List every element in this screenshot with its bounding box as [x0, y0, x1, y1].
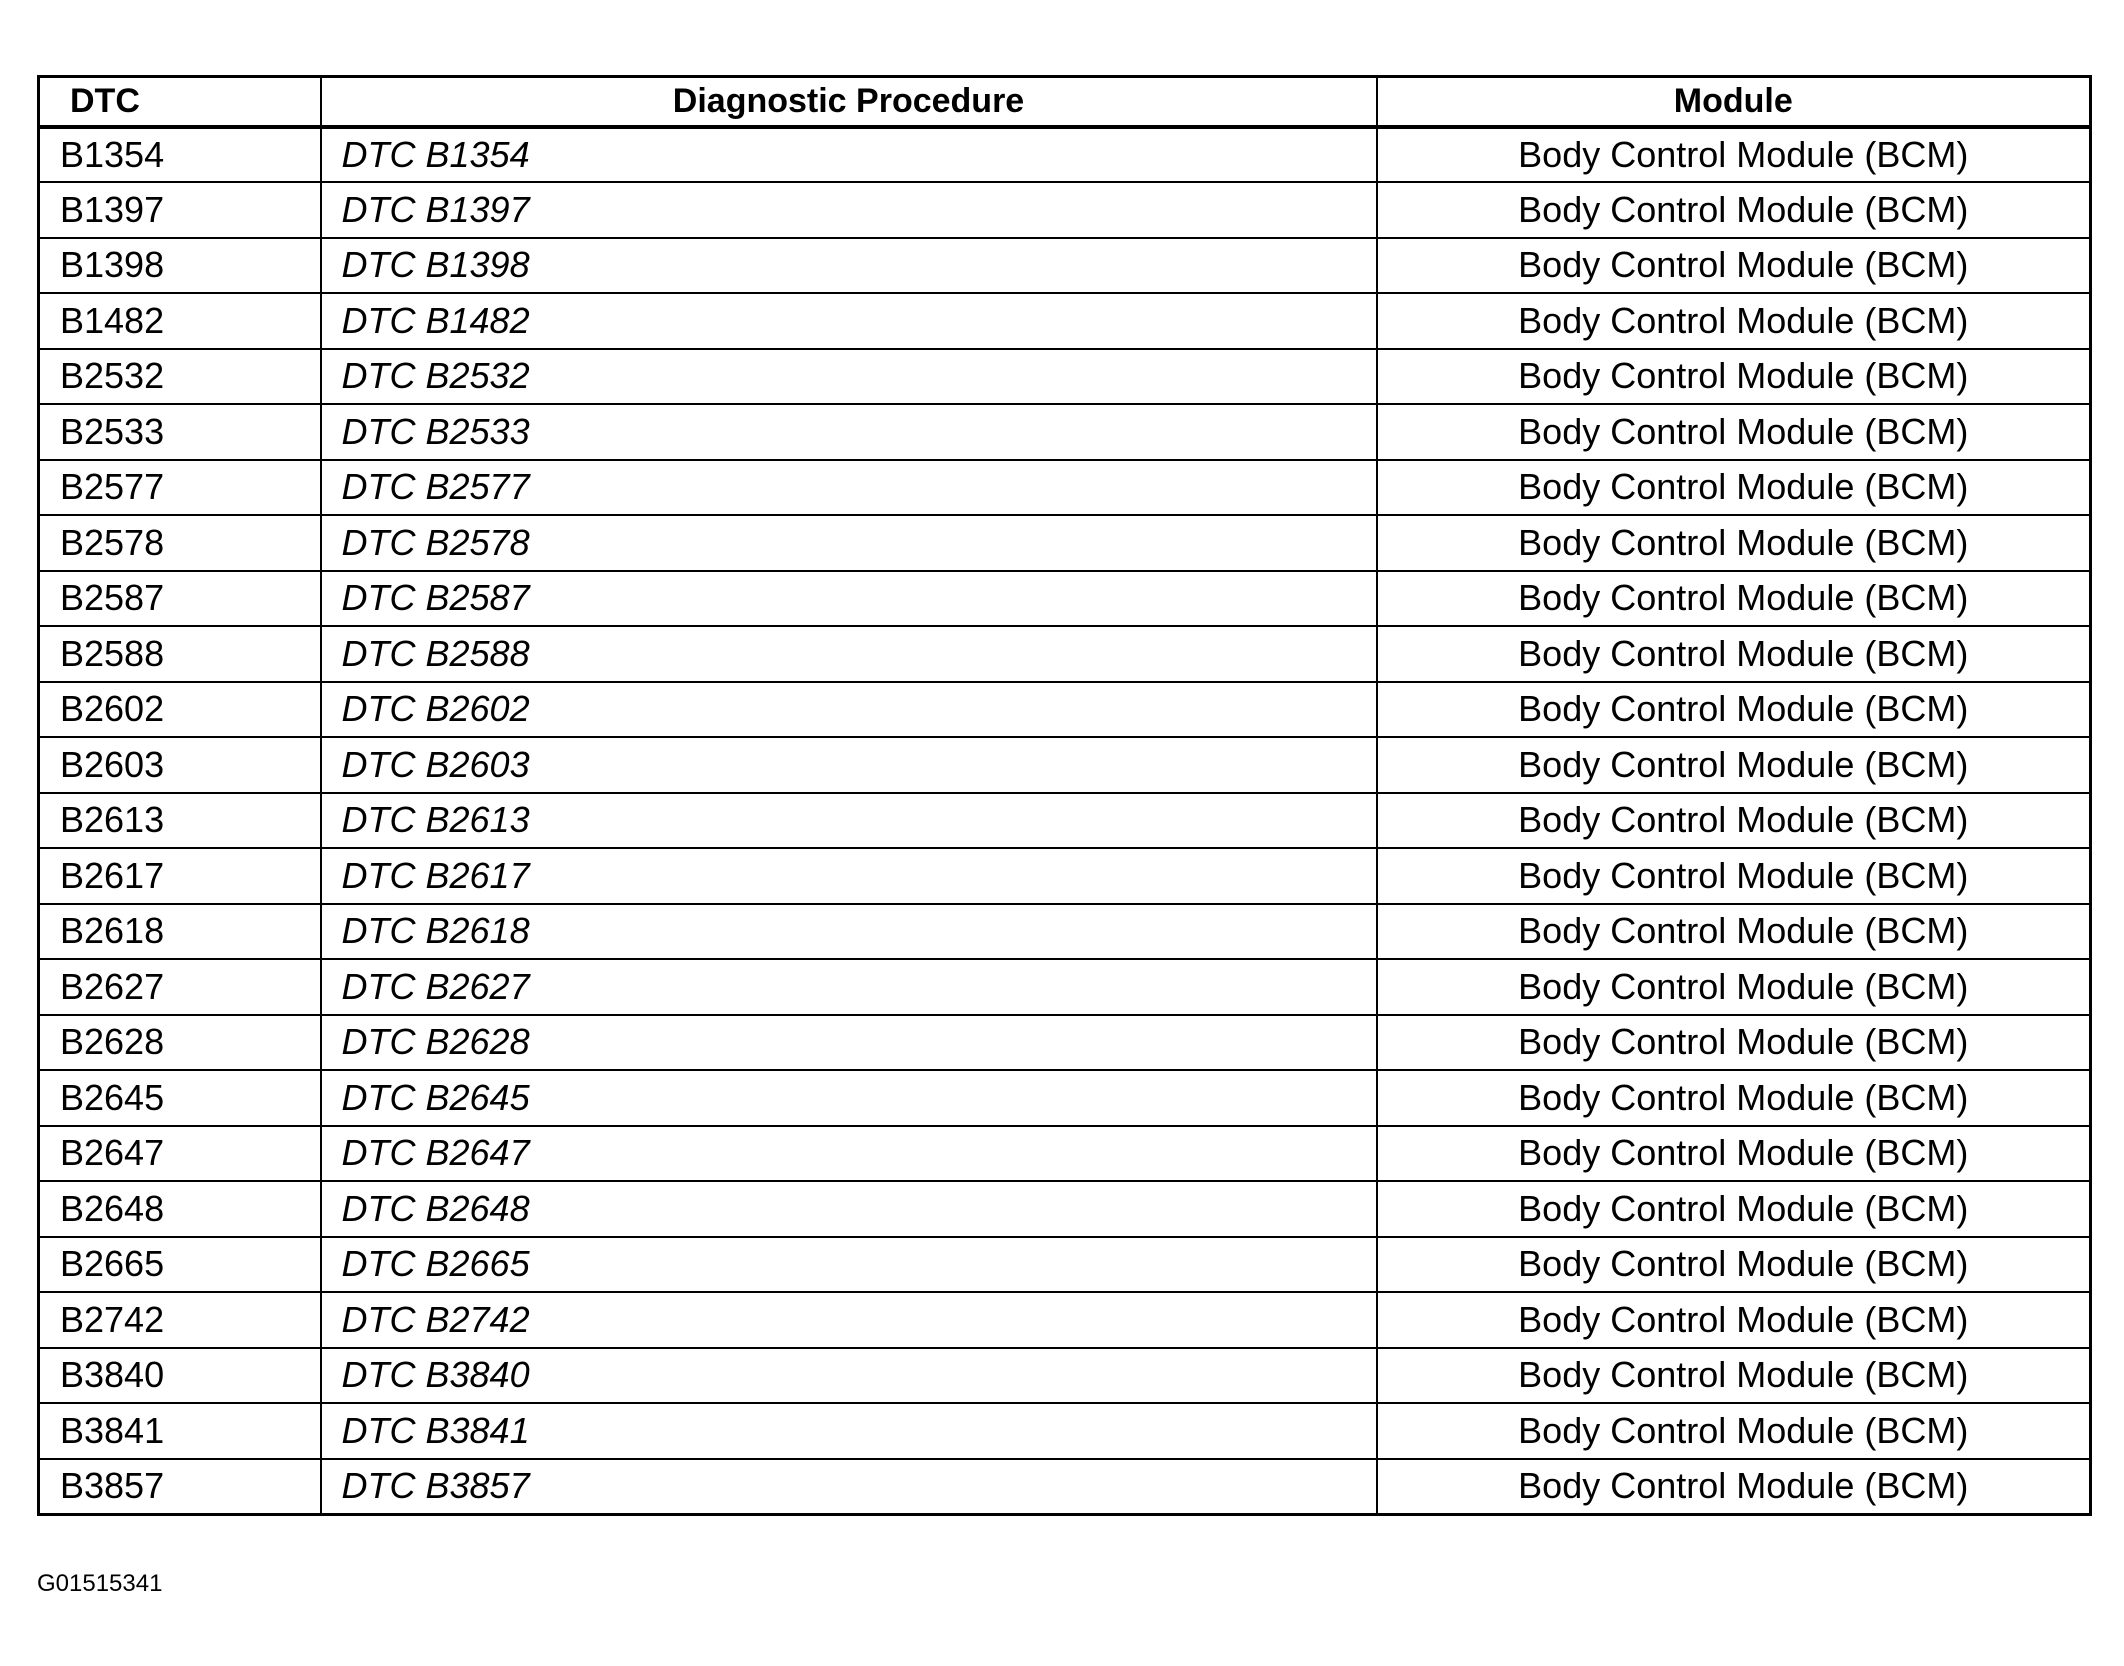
- module-cell: Body Control Module (BCM): [1377, 349, 2091, 405]
- table-row: [39, 349, 2091, 405]
- table-row: [39, 404, 2091, 460]
- diagnostic-procedure-link[interactable]: DTC B2533: [321, 404, 1377, 460]
- dtc-cell: B2665: [39, 1237, 321, 1293]
- table-row: [39, 1237, 2091, 1293]
- header-row: [39, 77, 2091, 127]
- module-cell: Body Control Module (BCM): [1377, 682, 2091, 738]
- diagnostic-procedure-link[interactable]: DTC B2628: [321, 1015, 1377, 1071]
- module-cell: Body Control Module (BCM): [1377, 1348, 2091, 1404]
- dtc-cell: B2618: [39, 904, 321, 960]
- dtc-cell: B3840: [39, 1348, 321, 1404]
- table-row: [39, 626, 2091, 682]
- table-row: [39, 571, 2091, 627]
- figure-id: G01515341: [37, 1570, 163, 1597]
- dtc-cell: B1398: [39, 238, 321, 294]
- module-cell: Body Control Module (BCM): [1377, 793, 2091, 849]
- table-header: [39, 77, 2091, 127]
- table-row: [39, 1459, 2091, 1515]
- diagnostic-procedure-link[interactable]: DTC B1354: [321, 127, 1377, 183]
- diagnostic-procedure-link[interactable]: DTC B1397: [321, 182, 1377, 238]
- diagnostic-procedure-link[interactable]: DTC B2617: [321, 848, 1377, 904]
- dtc-cell: B2648: [39, 1181, 321, 1237]
- table-row: [39, 1015, 2091, 1071]
- module-cell: Body Control Module (BCM): [1377, 848, 2091, 904]
- diagnostic-procedure-link[interactable]: DTC B3841: [321, 1403, 1377, 1459]
- diagnostic-procedure-link[interactable]: DTC B2587: [321, 571, 1377, 627]
- module-cell: Body Control Module (BCM): [1377, 1126, 2091, 1182]
- module-cell: Body Control Module (BCM): [1377, 182, 2091, 238]
- dtc-cell: B2603: [39, 737, 321, 793]
- header-diagnostic-procedure: Diagnostic Procedure: [321, 77, 1377, 127]
- module-cell: Body Control Module (BCM): [1377, 737, 2091, 793]
- module-cell: Body Control Module (BCM): [1377, 1015, 2091, 1071]
- module-cell: Body Control Module (BCM): [1377, 1292, 2091, 1348]
- dtc-cell: B2602: [39, 682, 321, 738]
- module-cell: Body Control Module (BCM): [1377, 1181, 2091, 1237]
- module-cell: Body Control Module (BCM): [1377, 127, 2091, 183]
- dtc-cell: B2645: [39, 1070, 321, 1126]
- module-cell: Body Control Module (BCM): [1377, 238, 2091, 294]
- dtc-cell: B2533: [39, 404, 321, 460]
- diagnostic-procedure-link[interactable]: DTC B2665: [321, 1237, 1377, 1293]
- diagnostic-procedure-link[interactable]: DTC B1398: [321, 238, 1377, 294]
- diagnostic-procedure-link[interactable]: DTC B2648: [321, 1181, 1377, 1237]
- diagnostic-procedure-link[interactable]: DTC B2578: [321, 515, 1377, 571]
- table-row: [39, 682, 2091, 738]
- diagnostic-procedure-link[interactable]: DTC B2742: [321, 1292, 1377, 1348]
- table-row: [39, 793, 2091, 849]
- diagnostic-procedure-link[interactable]: DTC B2588: [321, 626, 1377, 682]
- table-row: [39, 904, 2091, 960]
- table-row: [39, 238, 2091, 294]
- dtc-cell: B2587: [39, 571, 321, 627]
- module-cell: Body Control Module (BCM): [1377, 1070, 2091, 1126]
- table-row: [39, 1070, 2091, 1126]
- module-cell: Body Control Module (BCM): [1377, 460, 2091, 516]
- module-cell: Body Control Module (BCM): [1377, 626, 2091, 682]
- module-cell: Body Control Module (BCM): [1377, 959, 2091, 1015]
- table-row: [39, 1126, 2091, 1182]
- table-row: [39, 127, 2091, 183]
- module-cell: Body Control Module (BCM): [1377, 1403, 2091, 1459]
- dtc-cell: B1397: [39, 182, 321, 238]
- table-row: [39, 1403, 2091, 1459]
- dtc-cell: B3841: [39, 1403, 321, 1459]
- table-row: [39, 848, 2091, 904]
- dtc-cell: B1354: [39, 127, 321, 183]
- header-module: Module: [1377, 77, 2091, 127]
- table-row: [39, 182, 2091, 238]
- dtc-cell: B2628: [39, 1015, 321, 1071]
- dtc-cell: B2613: [39, 793, 321, 849]
- dtc-cell: B2647: [39, 1126, 321, 1182]
- dtc-cell: B2627: [39, 959, 321, 1015]
- dtc-cell: B2532: [39, 349, 321, 405]
- table-body: [39, 127, 2091, 1515]
- dtc-cell: B2617: [39, 848, 321, 904]
- table-row: [39, 460, 2091, 516]
- table-row: [39, 1348, 2091, 1404]
- diagnostic-procedure-link[interactable]: DTC B2647: [321, 1126, 1377, 1182]
- dtc-cell: B2588: [39, 626, 321, 682]
- module-cell: Body Control Module (BCM): [1377, 571, 2091, 627]
- table-row: [39, 959, 2091, 1015]
- table-row: [39, 1292, 2091, 1348]
- diagnostic-procedure-link[interactable]: DTC B2577: [321, 460, 1377, 516]
- module-cell: Body Control Module (BCM): [1377, 515, 2091, 571]
- dtc-cell: B3857: [39, 1459, 321, 1515]
- module-cell: Body Control Module (BCM): [1377, 904, 2091, 960]
- module-cell: Body Control Module (BCM): [1377, 293, 2091, 349]
- diagnostic-procedure-link[interactable]: DTC B3840: [321, 1348, 1377, 1404]
- diagnostic-procedure-link[interactable]: DTC B2618: [321, 904, 1377, 960]
- dtc-cell: B1482: [39, 293, 321, 349]
- diagnostic-procedure-link[interactable]: DTC B2645: [321, 1070, 1377, 1126]
- diagnostic-procedure-link[interactable]: DTC B2532: [321, 349, 1377, 405]
- table-row: [39, 1181, 2091, 1237]
- diagnostic-procedure-link[interactable]: DTC B3857: [321, 1459, 1377, 1515]
- table-row: [39, 515, 2091, 571]
- header-dtc: DTC: [39, 77, 321, 127]
- diagnostic-procedure-link[interactable]: DTC B2613: [321, 793, 1377, 849]
- diagnostic-procedure-link[interactable]: DTC B1482: [321, 293, 1377, 349]
- table-row: [39, 737, 2091, 793]
- diagnostic-procedure-link[interactable]: DTC B2602: [321, 682, 1377, 738]
- diagnostic-procedure-link[interactable]: DTC B2603: [321, 737, 1377, 793]
- dtc-table: [37, 75, 2092, 1516]
- module-cell: Body Control Module (BCM): [1377, 404, 2091, 460]
- diagnostic-procedure-link[interactable]: DTC B2627: [321, 959, 1377, 1015]
- dtc-cell: B2578: [39, 515, 321, 571]
- module-cell: Body Control Module (BCM): [1377, 1237, 2091, 1293]
- table-row: [39, 293, 2091, 349]
- dtc-cell: B2742: [39, 1292, 321, 1348]
- dtc-cell: B2577: [39, 460, 321, 516]
- module-cell: Body Control Module (BCM): [1377, 1459, 2091, 1515]
